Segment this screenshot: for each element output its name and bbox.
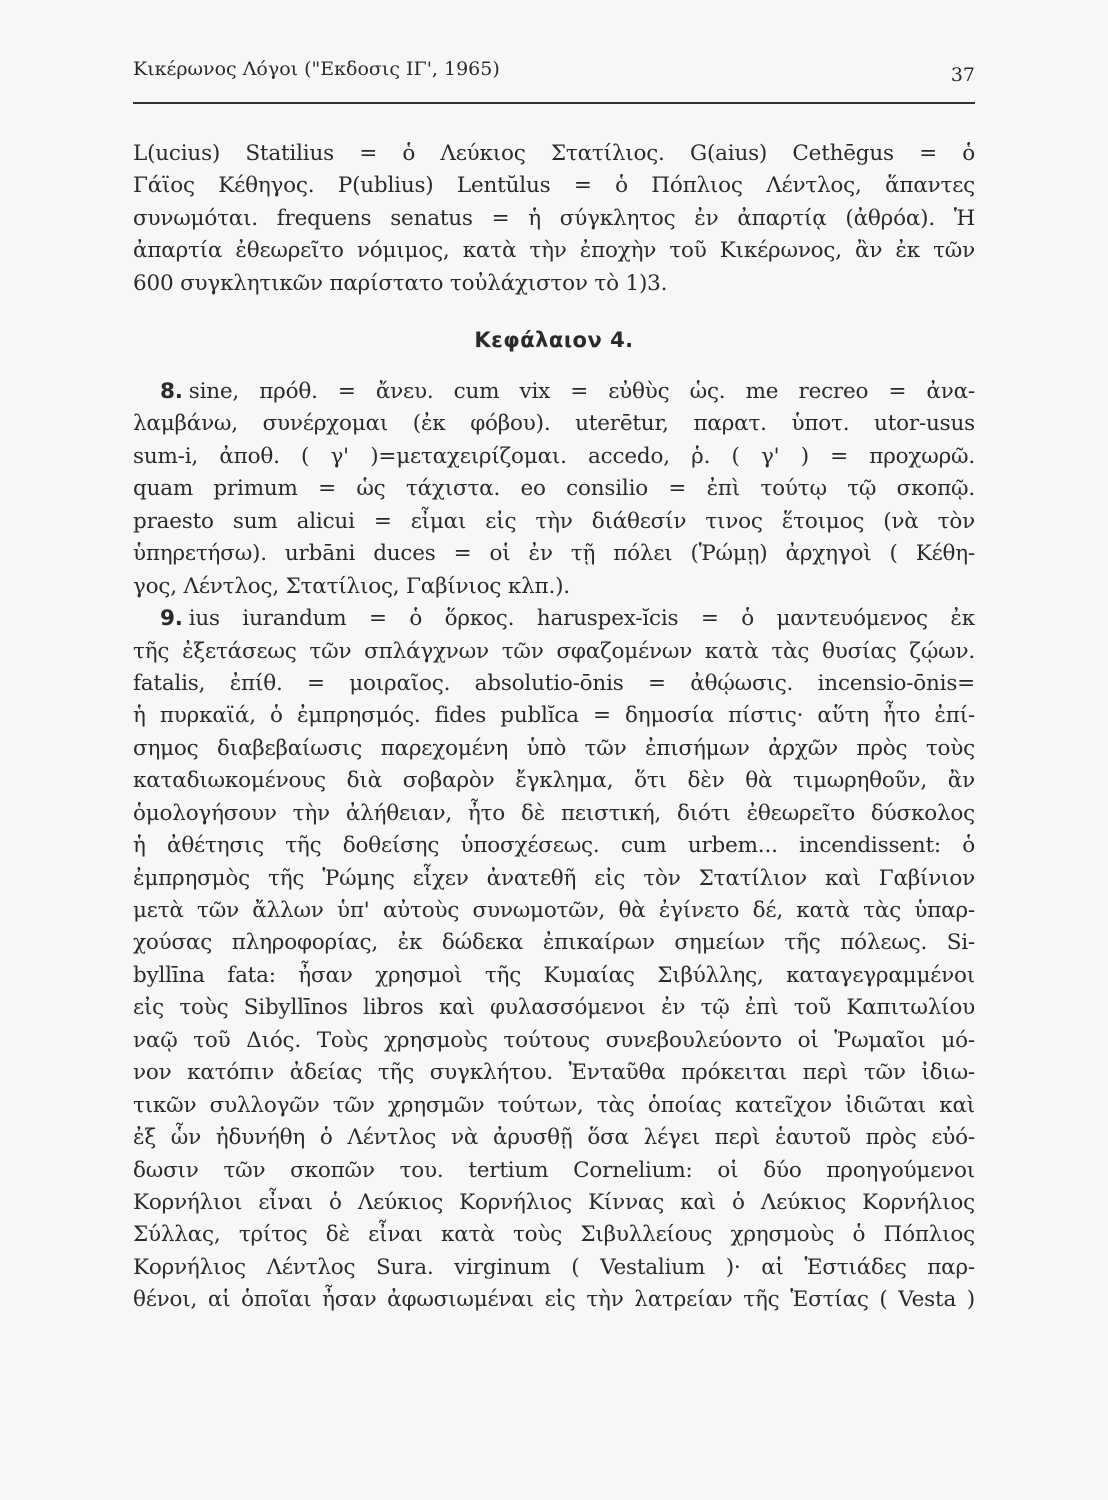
text-line: sum-i, ἀποθ. ( γ' )=μεταχειρίζομαι. accedo, ῥ. ( γ' ) = προχωρῶ.	[133, 443, 975, 469]
section9-first-line	[133, 603, 975, 635]
text-line: θένοι, αἱ ὁποῖαι ἦσαν ἀφωσιωμέναι εἰς τὴν λατρείαν τῆς Ἑστίας ( Vesta )	[133, 1287, 975, 1313]
text-line: ἀπαρτία ἐθεωρεῖτο νόμιμος, κατὰ τὴν ἐποχὴν τοῦ Κικέρωνος, ἂν ἐκ τῶν	[133, 238, 975, 264]
text-line: σημος διαβεβαίωσις παρεχομένη ὑπὸ τῶν ἐπισήμων ἀρχῶν πρὸς τοὺς	[133, 735, 975, 761]
text-line: λαμβάνω, συνέρχομαι (ἐκ φόβου). uterētur, παρατ. ὑποτ. utor-usus	[133, 411, 975, 437]
section-number: 8.	[160, 379, 183, 404]
text-line: τῆς ἐξετάσεως τῶν σπλάγχνων τῶν σφαζομένων κατὰ τὰς θυσίας ζῴων.	[133, 638, 975, 664]
running-header	[133, 58, 975, 88]
chapter-heading: Κεφάλαιον 4.	[474, 328, 634, 352]
text-line: δωσιν τῶν σκοπῶν του. tertium Cornelium: οἱ δύο προηγούμενοι	[133, 1157, 975, 1183]
text-line: ἡ πυρκαϊά, ὁ ἐμπρησμός. fides publĭca = δημοσία πίστις· αὕτη ἦτο ἐπί-	[133, 703, 975, 729]
text-line: 600 συγκλητικῶν παρίστατο τοὐλάχιστον τὸ 1)3.	[133, 270, 668, 296]
text-line: sine, πρόθ. = ἄνευ. cum vix = εὐθὺς ὡς. me recreo = ἀνα-	[188, 379, 975, 404]
text-line: Κορνήλιοι εἶναι ὁ Λεύκιος Κορνήλιος Κίννας καὶ ὁ Λεύκιος Κορνήλιος	[133, 1189, 975, 1215]
text-line: Γάϊος Κέθηγος. P(ublius) Lentŭlus = ὁ Πόπλιος Λέντλος, ἅπαντες	[133, 173, 975, 199]
text-line: χούσας πληροφορίας, ἐκ δώδεκα ἐπικαίρων σημείων τῆς πόλεως. Si-	[133, 930, 975, 956]
text-line: Σύλλας, τρίτος δὲ εἶναι κατὰ τοὺς Σιβυλλείους χρησμοὺς ὁ Πόπλιος	[133, 1222, 975, 1248]
text-line: ἐξ ὧν ἠδυνήθη ὁ Λέντλος νὰ ἀρυσθῇ ὅσα λέγει περὶ ἑαυτοῦ πρὸς εὐό-	[133, 1125, 975, 1151]
header-rule	[133, 102, 975, 104]
text-line: L(ucius) Statilius = ὁ Λεύκιος Στατίλιος. G(aius) Cethēgus = ὁ	[133, 141, 975, 166]
text-line: καταδιωκομένους διὰ σοβαρὸν ἔγκλημα, ὅτι δὲν θὰ τιμωρηθοῦν, ἂν	[133, 768, 975, 794]
text-line: fatalis, ἐπίθ. = μοιραῖος. absolutio-ōnis = ἀθῴωσις. incensio-ōnis=	[133, 670, 975, 696]
text-line: συνωμόται. frequens senatus = ἡ σύγκλητος ἐν ἀπαρτίᾳ (ἀθρόα). Ἡ	[133, 205, 975, 231]
text-line: praesto sum alicui = εἶμαι εἰς τὴν διάθεσίν τινος ἕτοιμος (νὰ τὸν	[133, 508, 975, 534]
text-line: ius iurandum = ὁ ὅρκος. haruspex-ĭcis = ὁ μαντευόμενος ἐκ	[188, 606, 975, 632]
running-title: Κικέρωνος Λόγοι ("Εκδοσις ΙΓ', 1965)	[133, 58, 500, 80]
paragraph-1	[133, 138, 975, 300]
text-line: Κορνήλιος Λέντλος Sura. virginum ( Vestalium )· αἱ Ἑστιάδες παρ-	[133, 1254, 975, 1280]
text-line: ἡ ἀθέτησις τῆς δοθείσης ὑποσχέσεως. cum urbem... incendissent: ὁ	[133, 833, 975, 859]
text-line: γος, Λέντλος, Στατίλιος, Γαβίνιος κλπ.).	[133, 573, 570, 599]
text-line: ναῷ τοῦ Διός. Τοὺς χρησμοὺς τούτους συνεβουλεύοντο οἱ Ῥωμαῖοι μό-	[133, 1027, 975, 1053]
text-line: εἰς τοὺς Sibyllīnos libros καὶ φυλασσόμενοι ἐν τῷ ἐπὶ τοῦ Καπιτωλίου	[133, 995, 975, 1021]
text-line: ἐμπρησμὸς τῆς Ῥώμης εἶχεν ἀνατεθῆ εἰς τὸν Στατίλιον καὶ Γαβίνιον	[133, 865, 975, 891]
text-line: quam primum = ὡς τάχιστα. eo consilio = ἐπὶ τούτῳ τῷ σκοπῷ.	[133, 476, 975, 502]
text-line: byllīna fata: ἦσαν χρησμοὶ τῆς Κυμαίας Σιβύλλης, καταγεγραμμένοι	[133, 962, 975, 988]
text-line: ὁμολογήσουν τὴν ἀλήθειαν, ἦτο δὲ πειστική, διότι ἐθεωρεῖτο δύσκολος	[133, 800, 975, 826]
text-line: νον κατόπιν ἀδείας τῆς συγκλήτου. Ἐνταῦθα πρόκειται περὶ τῶν ἰδιω-	[133, 1060, 975, 1086]
section8-first-line	[133, 376, 975, 408]
text-line: ὑπηρετήσω). urbāni duces = οἱ ἐν τῇ πόλει (Ῥώμῃ) ἀρχηγοὶ ( Κέθη-	[133, 541, 975, 567]
text-line: μετὰ τῶν ἄλλων ὑπ' αὐτοὺς συνωμοτῶν, θὰ ἐγίνετο δέ, κατὰ τὰς ὑπαρ-	[133, 898, 975, 923]
page-number: 37	[950, 64, 975, 86]
text-line: τικῶν συλλογῶν τῶν χρησμῶν τούτων, τὰς ὁποίας κατεῖχον ἰδιῶται καὶ	[133, 1092, 975, 1118]
commentary-sections	[133, 376, 975, 1317]
section-number: 9.	[160, 606, 183, 632]
